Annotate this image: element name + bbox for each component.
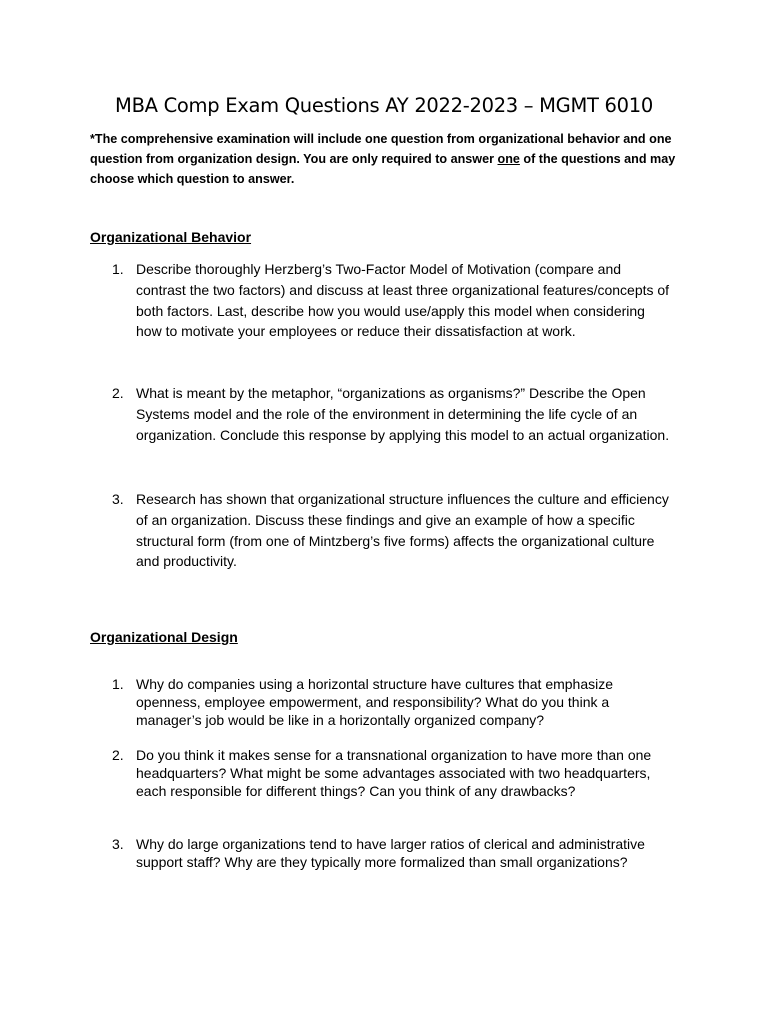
list-item	[112, 746, 672, 801]
question-text: Research has shown that organizational structure influences the culture and efficiency of an organization. Discuss these findings and give an example of how a specific structural form (from one of Mintzberg’s five forms) affects the organizational culture and productivity.	[136, 491, 669, 570]
list-item	[112, 489, 672, 572]
question-text: Do you think it makes sense for a transnational organization to have more than one headquarters? What might be some advantages associated with two headquarters, each responsible for different things? Can you think of any drawbacks?	[136, 747, 652, 800]
question-text: Why do large organizations tend to have larger ratios of clerical and administrative support staff? Why are they typically more formalized than small organizations?	[136, 836, 645, 871]
question-number: 1.	[112, 676, 124, 692]
exam-instructions	[90, 129, 690, 189]
list-item	[112, 259, 672, 342]
section-heading-organizational-behavior: Organizational Behavior	[90, 229, 252, 245]
list-item	[112, 675, 672, 730]
section-heading-organizational-design: Organizational Design	[90, 629, 238, 645]
instructions-emphasis: one	[497, 152, 520, 166]
instructions-text-2: of the questions and may choose which question to answer.	[90, 152, 676, 186]
question-text: What is meant by the metaphor, “organizations as organisms?” Describe the Open Systems model and the role of the environment in determining the life cycle of an organization. Conclude this response by applying this model to an actual organization.	[136, 385, 670, 443]
page-title: MBA Comp Exam Questions AY 2022-2023 – MGMT 6010	[115, 94, 653, 117]
question-number: 1.	[112, 261, 124, 277]
question-text: Why do companies using a horizontal structure have cultures that emphasize openness, employee empowerment, and responsibility? What do you think a manager’s job would be like in a horizontally organized company?	[136, 676, 614, 729]
question-text: Describe thoroughly Herzberg’s Two-Factor Model of Motivation (compare and contrast the two factors) and discuss at least three organizational features/concepts of both factors. Last, describe how you would use/apply this model when considering how to motivate your employees or reduce their dissatisfaction at work.	[136, 261, 670, 340]
list-item	[112, 383, 672, 445]
question-number: 3.	[112, 836, 124, 852]
question-number: 2.	[112, 385, 124, 401]
question-number: 3.	[112, 491, 124, 507]
list-item	[112, 835, 672, 871]
instructions-text-1: *The comprehensive examination will include one question from organizational behavior and one question from organization design. You are only required to answer	[90, 132, 672, 166]
question-number: 2.	[112, 747, 124, 763]
